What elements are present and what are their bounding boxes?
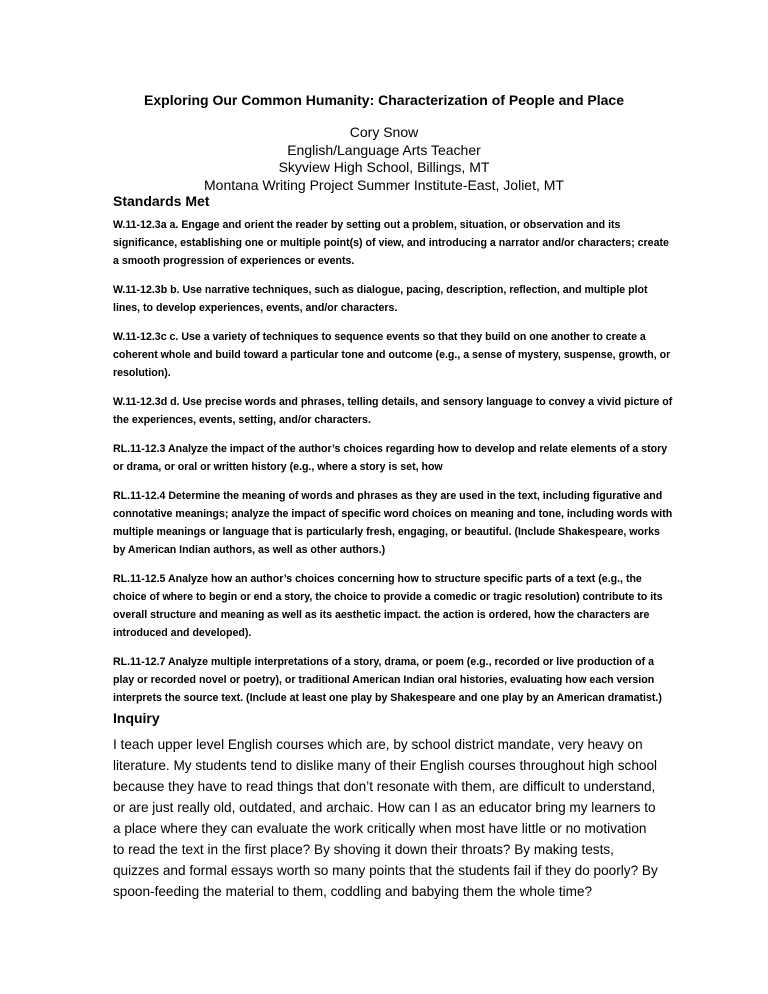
document-title: Exploring Our Common Humanity: Characterization of People and Place [144,92,624,108]
author-school: Skyview High School, Billings, MT [278,159,490,175]
standard-item: RL.11-12.5 Analyze how an author’s choices concerning how to structure specific parts of a text (e.g., the choice of where to begin or end a story, the choice to provide a comedic or tragic resolution) contribute to its overall structure and meaning as well as its aesthetic impact. the action is ordered, how the characters are introduced and developed). [113,573,663,639]
standard-item: RL.11-12.7 Analyze multiple interpretations of a story, drama, or poem (e.g., recorded or live production of a play or recorded novel or poetry), or traditional American Indian oral histories, evaluating how each version interprets the source text. (Include at least one play by Shakespeare and one play by an American dramatist.) [113,656,662,704]
author-name: Cory Snow [349,124,419,140]
standard-item: W.11-12.3d d. Use precise words and phrases, telling details, and sensory language to convey a vivid picture of the experiences, events, setting, and/or characters. [113,396,673,426]
inquiry-paragraph: I teach upper level English courses which are, by school district mandate, very heavy on literature. My students tend to dislike many of their English courses throughout high school because they have to read things that don’t resonate with them, are difficult to understand, or are just really old, outdated, and archaic. How can I as an educator bring my learners to a place where they can evaluate the work critically when most have little or no motivation to read the text in the first place? By shoving it down their throats? By making tests, quizzes and formal essays worth so many points that the students fail if they do poorly? By spoon-feeding the material to them, coddling and babying them the whole time? [113,737,658,899]
standard-item: RL.11-12.4 Determine the meaning of words and phrases as they are used in the text, including figurative and connotative meanings; analyze the impact of specific word choices on meaning and tone, including words with multiple meanings or language that is particularly fresh, engaging, or beautiful. (Include Shakespeare, works by American Indian authors, as well as other authors.) [113,490,673,556]
author-block [0,124,768,194]
author-role: English/Language Arts Teacher [287,141,481,158]
standard-item: W.11-12.3a a. Engage and orient the reader by setting out a problem, situation, or observation and its significance, establishing one or multiple point(s) of view, and introducing a narrator and/or characters; create a smooth progression of experiences or events. [113,219,669,267]
standard-item: RL.11-12.3 Analyze the impact of the author’s choices regarding how to develop and relate elements of a story or drama, or oral or written history (e.g., where a story is set, how [113,443,668,473]
standard-item: W.11-12.3c c. Use a variety of techniques to sequence events so that they build on one another to create a coherent whole and build toward a particular tone and outcome (e.g., a sense of mystery, suspense, growth, or resolution). [113,331,671,379]
standard-item: W.11-12.3b b. Use narrative techniques, such as dialogue, pacing, description, reflection, and multiple plot lines, to develop experiences, events, and/or characters. [113,284,648,314]
standards-list [113,216,673,718]
inquiry-heading: Inquiry [113,710,160,726]
standards-heading: Standards Met [113,193,210,209]
author-program: Montana Writing Project Summer Institute-East, Joliet, MT [204,176,564,193]
